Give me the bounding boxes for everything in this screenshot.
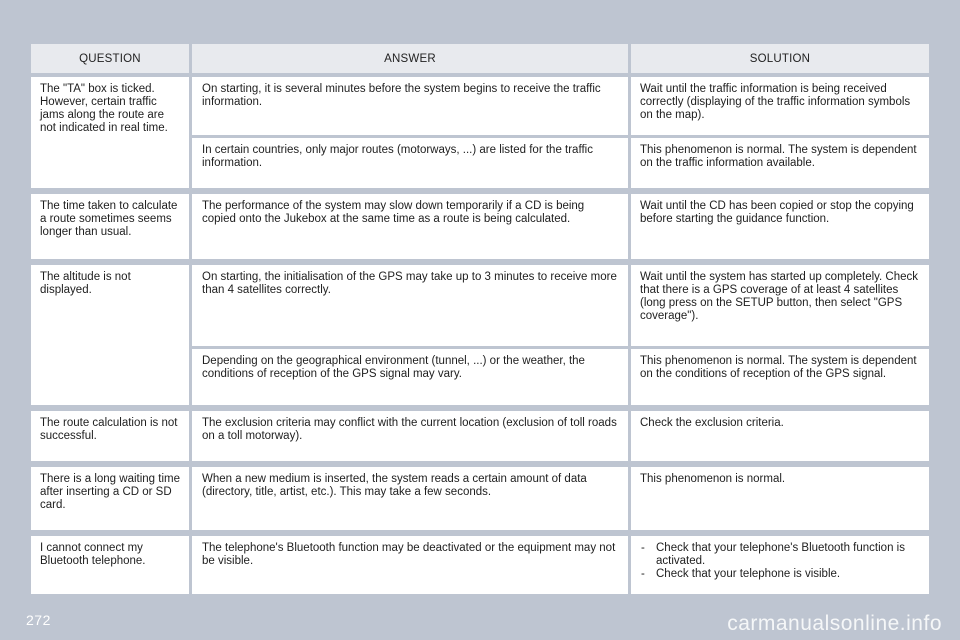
answer-cell: When a new medium is inserted, the system reads a certain amount of data (directory, title, artist, etc.). This may take a few seconds. — [192, 467, 628, 530]
table-row — [192, 194, 929, 259]
faq-group — [31, 411, 929, 461]
answer-cell: The performance of the system may slow down temporarily if a CD is being copied onto the Jukebox at the same time as a route is being calculated. — [192, 194, 628, 259]
question-cell: The altitude is not displayed. — [31, 265, 189, 405]
faq-group — [31, 77, 929, 188]
faq-table — [31, 44, 929, 600]
page-number: 272 — [26, 612, 51, 628]
header-solution: SOLUTION — [631, 44, 929, 73]
table-row — [192, 411, 929, 461]
header-answer: ANSWER — [192, 44, 628, 73]
answer-cell: The telephone's Bluetooth function may be deactivated or the equipment may not be visible. — [192, 536, 628, 594]
solution-cell: This phenomenon is normal. The system is dependent on the traffic information available. — [631, 138, 929, 188]
question-cell: The time taken to calculate a route sometimes seems longer than usual. — [31, 194, 189, 259]
solution-cell: Wait until the traffic information is being received correctly (displaying of the traffic information symbols on the map). — [631, 77, 929, 135]
answer-cell: On starting, it is several minutes before the system begins to receive the traffic information. — [192, 77, 628, 135]
answer-cell: In certain countries, only major routes (motorways, ...) are listed for the traffic information. — [192, 138, 628, 188]
solution-cell: This phenomenon is normal. — [631, 467, 929, 530]
faq-group — [31, 467, 929, 530]
question-cell: The route calculation is not successful. — [31, 411, 189, 461]
faq-group — [31, 265, 929, 405]
table-row — [192, 265, 929, 346]
solution-cell: Wait until the system has started up completely. Check that there is a GPS coverage of at least 4 satellites (long press on the SETUP button, then select "GPS coverage"). — [631, 265, 929, 346]
header-question: QUESTION — [31, 44, 189, 73]
answer-cell: On starting, the initialisation of the GPS may take up to 3 minutes to receive more than 4 satellites correctly. — [192, 265, 628, 346]
table-row — [192, 349, 929, 405]
list-item: - Check that your telephone's Bluetooth function is activated. — [640, 542, 921, 568]
faq-group — [31, 536, 929, 594]
table-row — [192, 467, 929, 530]
table-row — [192, 138, 929, 188]
watermark: carmanualsonline.info — [727, 612, 942, 635]
answer-cell: Depending on the geographical environment (tunnel, ...) or the weather, the conditions of reception of the GPS signal may vary. — [192, 349, 628, 405]
solution-list — [640, 542, 921, 581]
table-header — [31, 44, 929, 73]
faq-group — [31, 194, 929, 259]
solution-cell: Check the exclusion criteria. — [631, 411, 929, 461]
solution-cell — [631, 536, 929, 594]
solution-cell: This phenomenon is normal. The system is dependent on the conditions of reception of the GPS signal. — [631, 349, 929, 405]
table-row — [192, 536, 929, 594]
table-row — [192, 77, 929, 135]
solution-cell: Wait until the CD has been copied or stop the copying before starting the guidance function. — [631, 194, 929, 259]
list-item: - Check that your telephone is visible. — [640, 568, 921, 581]
answer-cell: The exclusion criteria may conflict with the current location (exclusion of toll roads on a toll motorway). — [192, 411, 628, 461]
question-cell: The "TA" box is ticked. However, certain traffic jams along the route are not indicated in real time. — [31, 77, 189, 188]
question-cell: There is a long waiting time after inserting a CD or SD card. — [31, 467, 189, 530]
question-cell: I cannot connect my Bluetooth telephone. — [31, 536, 189, 594]
